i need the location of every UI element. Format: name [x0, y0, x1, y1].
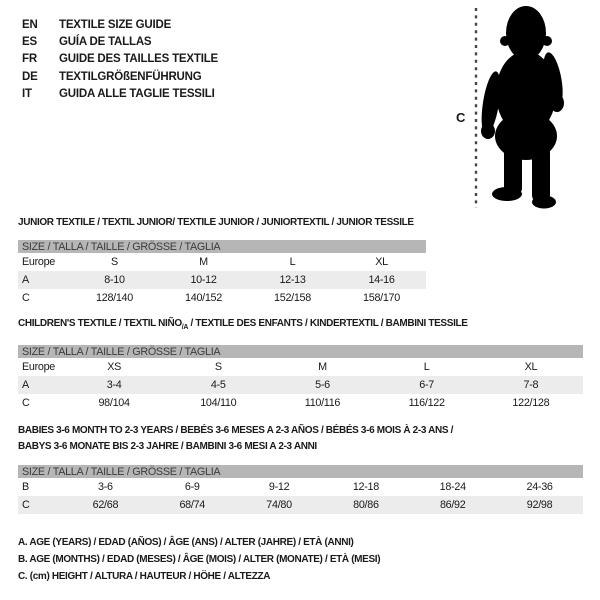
size-cell: 158/170 [363, 292, 400, 304]
children-table-title [18, 318, 468, 331]
size-cell: 116/122 [408, 397, 445, 409]
size-cell: 74/80 [266, 499, 292, 511]
size-cell: 18-24 [439, 481, 466, 493]
row-label: Europe [22, 256, 56, 268]
children-title-sub: /A [181, 324, 189, 331]
measure-legend [18, 534, 380, 586]
size-cell: L [423, 361, 430, 373]
language-code: IT [22, 87, 32, 100]
size-cell: 86/92 [439, 499, 466, 511]
size-cell: XS [107, 361, 121, 373]
babies-title-line2: BABYS 3-6 MONATE BIS 2-3 JAHRE / BAMBINI 3-6 MESI A 2-3 ANNI [18, 441, 317, 453]
size-cell: S [111, 256, 118, 268]
language-row-it [22, 86, 218, 103]
size-cell: 62/68 [92, 499, 119, 511]
size-cell: M [199, 256, 208, 268]
language-row-es [22, 34, 218, 51]
size-cell: 24-36 [526, 481, 553, 493]
size-cell: L [289, 256, 296, 268]
legend-age-months: B. AGE (MONTHS) / EDAD (MESES) / ÂGE (MOIS) / ALTER (MONATE) / ETÀ (MESI) [18, 554, 381, 566]
table-row [18, 496, 583, 514]
size-cell: 140/152 [185, 292, 222, 304]
size-cell: 92/98 [526, 499, 553, 511]
table-row [18, 289, 426, 307]
size-cell: 110/116 [304, 397, 341, 409]
size-cell: 5-6 [315, 379, 330, 391]
language-label: TEXTILE SIZE GUIDE [59, 19, 172, 31]
size-cell: 7-8 [523, 379, 539, 391]
size-cell: 9-12 [268, 481, 290, 493]
size-cell: 12-13 [279, 274, 306, 286]
size-header: SIZE / TALLA / TAILLE / GRÖSSE / TAGLIA [18, 240, 426, 253]
size-header: SIZE / TALLA / TAILLE / GRÖSSE / TAGLIA [18, 465, 583, 478]
size-cell: 104/110 [200, 397, 237, 409]
height-measure-label: C [456, 110, 466, 125]
table-row [18, 376, 583, 394]
table-row [18, 271, 426, 289]
size-cell: 128/140 [96, 292, 133, 304]
row-label: C [22, 292, 30, 304]
row-label: B [22, 481, 29, 493]
junior-size-table [18, 240, 426, 307]
language-row-en [22, 17, 218, 34]
size-cell: 122/128 [512, 397, 550, 409]
table-row [18, 253, 426, 271]
language-label: GUIDE DES TAILLES TEXTILE [59, 53, 218, 66]
junior-table-title: JUNIOR TEXTILE / TEXTIL JUNIOR/ TEXTILE JUNIOR / JUNIORTEXTIL / JUNIOR TESSILE [18, 217, 414, 228]
language-code: ES [22, 36, 37, 49]
children-title-post: / TEXTILE DES ENFANTS / KINDERTEXTIL / BAMBINI TESSILE [188, 318, 468, 329]
legend-height: C. (cm) HEIGHT / ALTURA / HAUTEUR / HÖHE / ALTEZZA [18, 571, 271, 583]
baby-silhouette-icon [478, 6, 566, 209]
babies-title-line1: BABIES 3-6 MONTH TO 2-3 YEARS / BEBÉS 3-6 MESES A 2-3 AÑOS / BÉBÉS 3-6 MOIS À 2-3 ANS / [18, 425, 454, 436]
size-cell: 98/104 [98, 397, 130, 409]
language-code: FR [22, 53, 37, 66]
size-cell: 10-12 [190, 274, 217, 286]
row-label: C [22, 499, 30, 511]
language-code: DE [22, 70, 38, 83]
language-title-list [22, 17, 218, 103]
size-cell: 6-7 [419, 379, 435, 391]
table-row [18, 394, 583, 412]
table-row [18, 358, 583, 376]
size-cell: 14-16 [368, 274, 395, 286]
language-label: GUÍA DE TALLAS [59, 36, 152, 49]
size-cell: M [318, 361, 327, 373]
children-title-pre: CHILDREN'S TEXTILE / TEXTIL NIÑO [18, 318, 182, 329]
row-label: C [22, 397, 30, 409]
size-cell: 68/74 [179, 499, 205, 511]
language-row-de [22, 69, 218, 86]
babies-table-title [18, 423, 538, 456]
size-header: SIZE / TALLA / TAILLE / GRÖSSE / TAGLIA [18, 345, 583, 358]
size-cell: 152/158 [274, 292, 311, 304]
size-cell: 80/86 [353, 499, 379, 511]
size-cell: 12-18 [352, 481, 379, 493]
legend-age-years: A. AGE (YEARS) / EDAD (AÑOS) / ÂGE (ANS) / ALTER (JAHRE) / ETÀ (ANNI) [18, 537, 354, 548]
children-size-table [18, 345, 583, 412]
language-code: EN [22, 19, 38, 31]
size-cell: XL [524, 361, 538, 373]
row-label: Europe [22, 361, 56, 373]
size-cell: 4-5 [210, 379, 226, 391]
size-cell: 3-4 [106, 379, 122, 391]
size-cell: 3-6 [98, 481, 113, 493]
size-cell: 8-10 [104, 274, 125, 286]
table-row [18, 478, 583, 496]
baby-height-figure [450, 0, 600, 215]
size-cell: S [214, 361, 222, 373]
size-cell: 6-9 [184, 481, 200, 493]
language-label: TEXTILGRÖßENFÜHRUNG [59, 70, 202, 83]
row-label: A [22, 274, 29, 286]
size-cell: XL [375, 256, 388, 268]
babies-size-table [18, 465, 583, 514]
row-label: A [22, 379, 29, 391]
language-label: GUIDA ALLE TAGLIE TESSILI [59, 87, 215, 100]
language-row-fr [22, 51, 218, 68]
